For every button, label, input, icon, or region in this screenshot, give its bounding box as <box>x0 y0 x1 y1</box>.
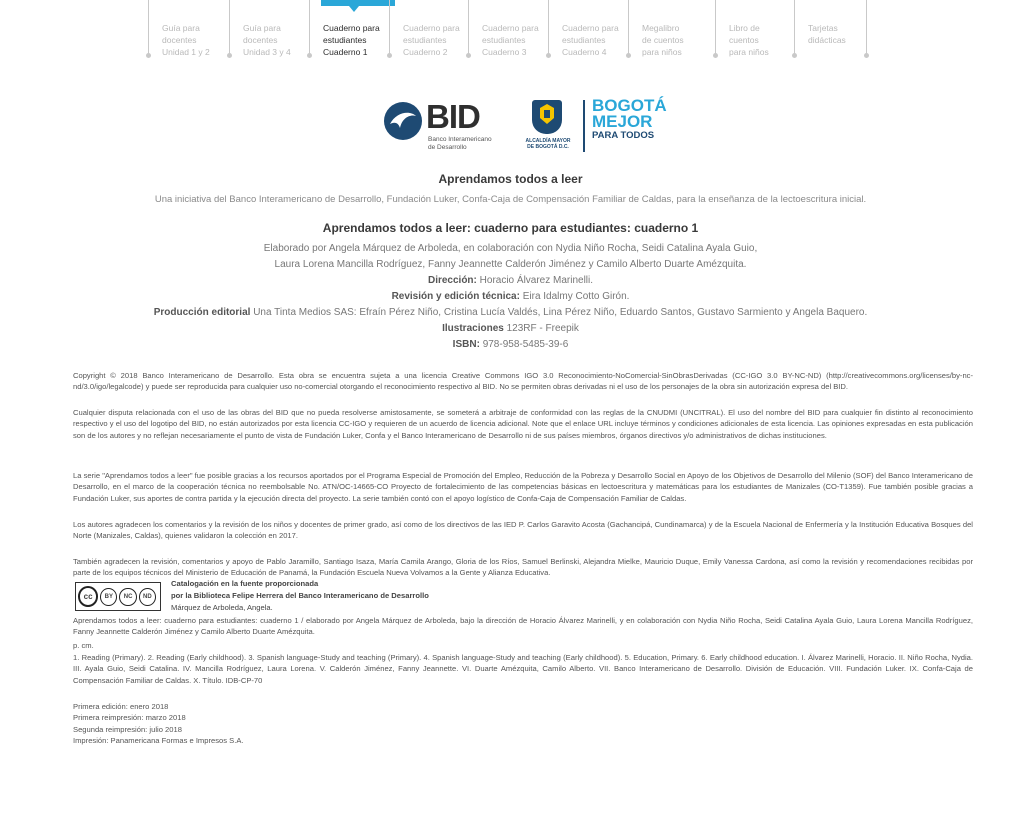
tab-line: Tarjetas <box>808 23 838 33</box>
bogota-shield-label: ALCALDÍA MAYOR DE BOGOTÁ D.C. <box>525 138 571 150</box>
edition-history <box>73 701 973 747</box>
credits-revision <box>0 289 1021 305</box>
edition-line: Primera reimpresión: marzo 2018 <box>73 713 186 723</box>
tab-line: Cuaderno 4 <box>562 47 607 57</box>
bogota-line-2: MEJOR <box>592 112 653 131</box>
tab-line: Unidad 3 y 4 <box>243 47 291 57</box>
bogota-logo-text <box>592 98 667 141</box>
tab-line: Cuaderno 1 <box>323 47 368 57</box>
tab-line: para niños <box>729 47 769 57</box>
nc-icon: NC <box>119 588 136 606</box>
catalog-line: por la Biblioteca Felipe Herrera del Banco Interamericano de Desarrollo <box>171 591 429 600</box>
credits-value: 123RF - Freepik <box>506 323 579 334</box>
credits-label: Producción editorial <box>153 307 251 318</box>
tab-line: Cuaderno 3 <box>482 47 527 57</box>
cc-icon: cc <box>78 586 98 607</box>
logo-divider <box>583 100 585 152</box>
partner-logos <box>380 98 670 158</box>
catalog-author: Márquez de Arboleda, Angela. <box>171 603 273 612</box>
tab-line: Cuaderno para <box>403 23 460 33</box>
tab-line: estudiantes <box>562 35 606 45</box>
series-title: Aprendamos todos a leer <box>438 172 583 186</box>
tab-line: Unidad 1 y 2 <box>162 47 210 57</box>
nd-icon: ND <box>139 588 156 606</box>
catalog-header <box>171 578 429 614</box>
series-description: Una iniciativa del Banco Interamericano de Desarrollo, Fundación Luker, Confa-Caja de Compensación Familiar de Caldas, para la enseñanza de la lectoescritura inicial. <box>154 194 867 205</box>
edition-line: Primera edición: enero 2018 <box>73 702 169 711</box>
credits-value: 978-958-5485-39-6 <box>482 339 569 350</box>
catalog-pcm: p. cm. <box>73 641 94 650</box>
tab-line: estudiantes <box>403 35 447 45</box>
credits-line: Laura Lorena Mancilla Rodríguez, Fanny Jeannette Calderón Jiménez y Camilo Alberto Duarte Amézquita. <box>274 259 747 270</box>
credits-value: Horacio Álvarez Marinelli. <box>479 275 594 286</box>
catalog-subjects: 1. Reading (Primary). 2. Reading (Early childhood). 3. Spanish language-Study and teaching (Primary). 4. Spanish language-Study and teaching (Early childhood). 5. Education, Primary. 6. Early childhood education. I. Álvarez Marinelli, Horacio. II. Niño Rocha, Nydia. III. Ayala Guio, Seidi Catalina. IV. Mancilla Rodríguez, Laura Lorena. V. Calderón Jiménez, Fanny Jeannette. VI. Duarte Amézquita, Camilo Alberto. VII. Banco Interamericano de Desarrollo. División de Educación. VIII. Fundación Luker. IX. Confa-Caja de Compensación Familiar de Caldas. X. Título. IDB-CP-70 <box>73 653 973 685</box>
book-title: Aprendamos todos a leer: cuaderno para estudiantes: cuaderno 1 <box>322 221 699 235</box>
series-funding-paragraph: La serie "Aprendamos todos a leer" fue posible gracias a los recursos aportados por el Programa Especial de Promoción del Empleo, Reducción de la Pobreza y Desarrollo Social en Apoyo de los Objetivos de Desarrollo del Milenio (SOF) del Banco Interamericano de Desarrollo, en el marco de la cooperación técnica no reembolsable No. ATN/OC-14665-CO Proyecto de fortalecimiento de las competencias básicas en lectoescritura y matemáticas para los estudiantes de Manizales (CO-T1359). Fue también posible gracias a Fundación Luker, sus aportes de contra partida y la ejecución directa del proyecto. La serie también contó con el apoyo logístico de Confa-Caja de Compensación Familiar de Caldas. <box>73 471 973 503</box>
by-icon: BY <box>100 588 117 606</box>
bogota-line-1: BOGOTÁ <box>592 96 667 115</box>
bogota-shield-icon <box>532 100 562 134</box>
bogota-line-3: PARA TODOS <box>592 130 655 141</box>
tab-line: Cuaderno para <box>323 23 380 33</box>
catalog-description: Aprendamos todos a leer: cuaderno para estudiantes: cuaderno 1 / elaborado por Angela Márquez de Arboleda, bajo la dirección de Horacio Álvarez Marinelli, y en colaboración con Nydia Niño Rocha, Seidi Catalina Ayala Guio, Laura Lorena Mancilla Rodríguez, Fanny Jeannette Calderón Jiménez y Camilo Alberto Duarte Amézquita. <box>73 616 973 637</box>
collection-nav <box>150 0 870 60</box>
tab-line: Guía para <box>243 23 281 33</box>
bid-logo-subtitle: Banco Interamericano de Desarrollo <box>428 136 492 151</box>
credits-label: Ilustraciones <box>442 323 504 334</box>
additional-thanks-paragraph: También agradecen la revisión, comentarios y apoyo de Pablo Jaramillo, Santiago Isaza, María Camila Arango, Gloria de los Ríos, Samuel Berlinski, Alejandra Mielke, Mauricio Duque, Emily Vanessa Cardona, así como la revisión y recomendaciones recibidas por parte de los equipos técnicos del Ministerio de Educación de Panamá, la Fundación Escuela Nueva Volvamos a la Gente y Alianza Educativa. <box>73 557 973 578</box>
credits-label: ISBN: <box>452 339 480 350</box>
tab-line: para niños <box>642 47 682 57</box>
tab-line: docentes <box>162 35 197 45</box>
copyright-paragraph: Copyright © 2018 Banco Interamericano de Desarrollo. Esta obra se encuentra sujeta a una licencia Creative Commons IGO 3.0 Reconocimiento-NoComercial-SinObrasDerivadas (CC-IGO 3.0 BY-NC-ND) (http://creativecommons.org/licenses/by-nc-nd/3.0/igo/legalcode) y puede ser reproducida para cualquier uso no-comercial otorgando el reconocimiento respectivo al BID. No se permiten obras derivadas ni el uso de los personajes de la obra sin autorización expresa del BID. <box>73 371 973 392</box>
credits-direccion <box>0 273 1021 289</box>
bid-logo-icon <box>384 102 422 140</box>
tab-line: Cuaderno para <box>562 23 619 33</box>
tab-line: didácticas <box>808 35 846 45</box>
credits-value: Eira Idalmy Cotto Girón. <box>522 291 630 302</box>
credits-line: Elaborado por Angela Márquez de Arboleda, en colaboración con Nydia Niño Rocha, Seidi Catalina Ayala Guio, <box>263 243 758 254</box>
acknowledgements-paragraph: Los autores agradecen los comentarios y la revisión de los niños y docentes de primer grado, así como de los directivos de las IED P. Carlos Garavito Acosta (Gachancipá, Cundinamarca) y de la Escuela Nacional de Enfermería y la Institución Educativa Bosques del Norte (Manizales, Caldas), quienes validaron la colección en 2017. <box>73 520 973 541</box>
nav-end-divider <box>866 0 867 55</box>
creative-commons-badge <box>75 582 161 611</box>
tab-line: estudiantes <box>323 35 367 45</box>
edition-line: Segunda reimpresión: julio 2018 <box>73 724 182 734</box>
credits-label: Dirección: <box>427 275 477 286</box>
credits-block <box>0 241 1021 353</box>
credits-produccion <box>0 305 1021 321</box>
credits-value: Una Tinta Medios SAS: Efraín Pérez Niño, Cristina Lucía Valdés, Lina Pérez Niño, Eduardo Santos, Gustavo Sarmiento y Angela Baquero. <box>253 307 868 318</box>
bid-logo-text: BID <box>426 98 480 135</box>
tab-line: Megalibro <box>642 23 680 33</box>
credits-isbn <box>0 337 1021 353</box>
tab-line: cuentos <box>729 35 759 45</box>
credits-label: Revisión y edición técnica: <box>391 291 520 302</box>
tab-line: de cuentos <box>642 35 684 45</box>
tab-line: Cuaderno para <box>482 23 539 33</box>
tab-line: estudiantes <box>482 35 526 45</box>
tab-line: Libro de <box>729 23 760 33</box>
tab-line: Guía para <box>162 23 200 33</box>
catalog-line: Catalogación en la fuente proporcionada <box>171 579 319 588</box>
tab-line: docentes <box>243 35 278 45</box>
tab-line: Cuaderno 2 <box>403 47 448 57</box>
credits-ilustraciones <box>0 321 1021 337</box>
active-tab-indicator <box>321 0 395 6</box>
edition-line: Impresión: Panamericana Formas e Impresos S.A. <box>73 736 244 746</box>
dispute-paragraph: Cualquier disputa relacionada con el uso de las obras del BID que no pueda resolverse amistosamente, se someterá a arbitraje de conformidad con las reglas de la CNUDMI (UNCITRAL). El uso del nombre del BID para cualquier fin distinto al reconocimiento respectivo y el uso del logotipo del BID, no están autorizados por esta licencia CC-IGO y requieren de un acuerdo de licencia adicional. Note que el enlace URL incluye términos y condiciones adicionales de esta licencia. Las opiniones expresadas en esta publicación son de los autores y no reflejan necesariamente el punto de vista de Fundación Luker, Confa y el Banco Interamericano de Desarrollo ni de sus países miembros, órganos directivos y/o administrativos de dichas instituciones. <box>73 408 973 440</box>
